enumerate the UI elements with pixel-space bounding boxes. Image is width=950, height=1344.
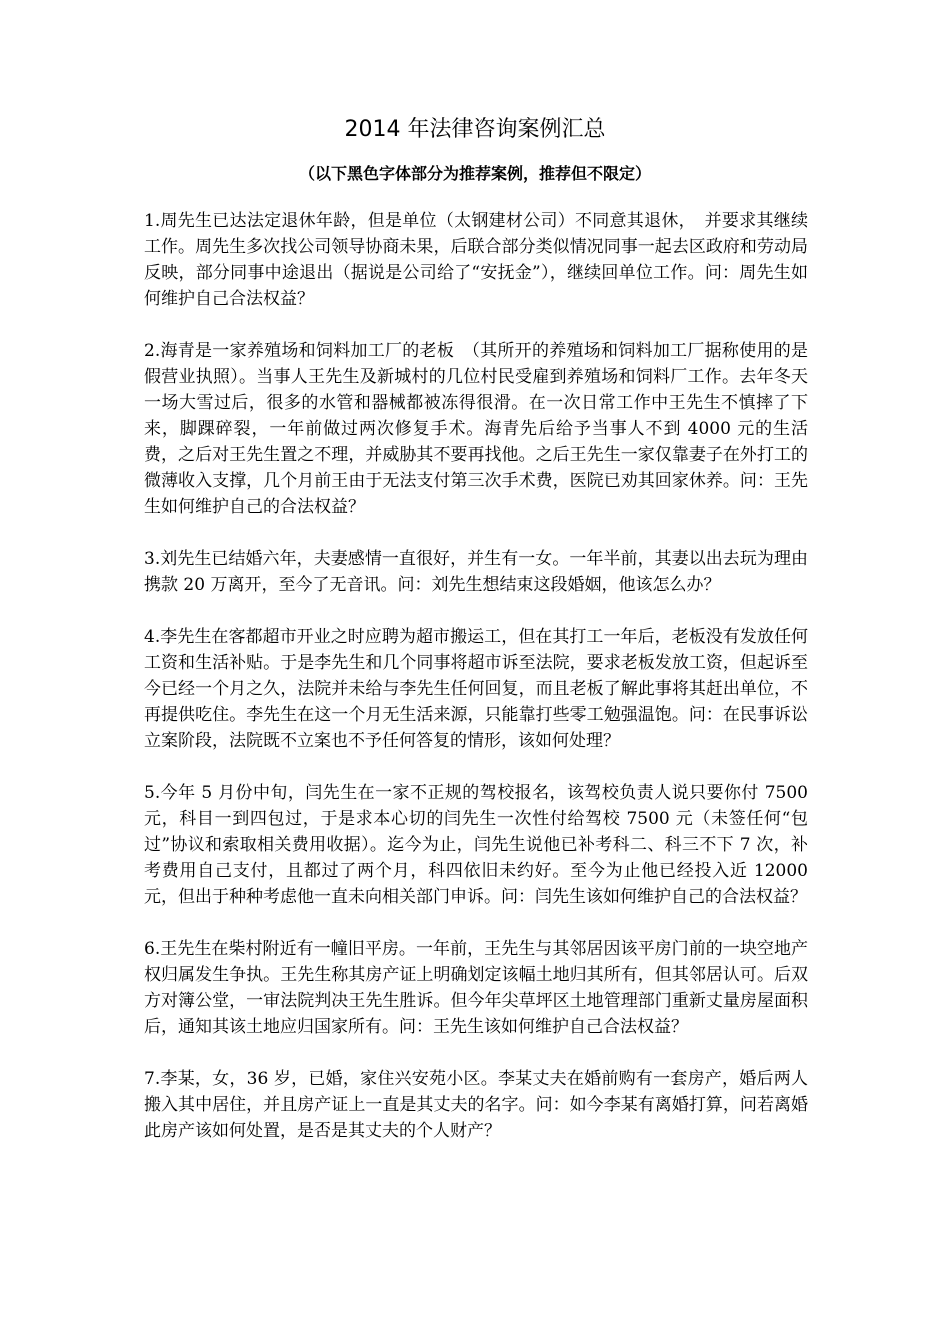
case-paragraph: 1.周先生已达法定退休年龄，但是单位（太钢建材公司）不同意其退休， 并要求其继续工作。周先生多次找公司领导协商未果，后联合部分类似情况同事一起去区政府和劳动局反映，部分同事中途退出（据说是公司给了“安抚金”），继续回单位工作。问：周先生如何维护自己合法权益？: [144, 211, 808, 309]
case-paragraph: 4.李先生在客都超市开业之时应聘为超市搬运工，但在其打工一年后，老板没有发放任何工资和生活补贴。于是李先生和几个同事将超市诉至法院，要求老板发放工资，但起诉至今已经一个月之久，法院并未给与李先生任何回复，而且老板了解此事将其赶出单位，不再提供吃住。李先生在这一个月无生活来源，只能靠打些零工勉强温饱。问：在民事诉讼立案阶段，法院既不立案也不予任何答复的情形，该如何处理？: [144, 627, 808, 751]
case-paragraph: 2.海青是一家养殖场和饲料加工厂的老板 （其所开的养殖场和饲料加工厂据称使用的是假营业执照）。当事人王先生及新城村的几位村民受雇到养殖场和饲料厂工作。去年冬天一场大雪过后，很多的水管和器械都被冻得很滑。在一次日常工作中王先生不慎摔了下来，脚踝碎裂，一年前做过两次修复手术。海青先后给予当事人不到 4000 元的生活费，之后对王先生置之不理，并威胁其不要再找他。之后王先生一家仅靠妻子在外打工的微薄收入支撑，几个月前王由于无法支付第三次手术费，医院已劝其回家休养。问：王先生如何维护自己的合法权益？: [144, 341, 808, 517]
document-title: 2014 年法律咨询案例汇总: [344, 117, 606, 142]
document-subtitle: （以下黑色字体部分为推荐案例，推荐但不限定）: [298, 164, 651, 183]
case-paragraph: 3.刘先生已结婚六年，夫妻感情一直很好，并生有一女。一年半前，其妻以出去玩为理由携款 20 万离开，至今了无音讯。问：刘先生想结束这段婚姻，他该怎么办？: [144, 549, 808, 595]
case-list: [144, 208, 808, 1170]
case-paragraph: 5.今年 5 月份中旬，闫先生在一家不正规的驾校报名，该驾校负责人说只要你付 7500 元，科目一到四包过，于是求本心切的闫先生一次性付给驾校 7500 元（未签任何“包过”协议和索取相关费用收据）。迄今为止，闫先生说他已补考科二、科三不下 7 次，补考费用自己支付，且都过了两个月，科四依旧未约好。至今为止他已经投入近 12000 元，但出于种种考虑他一直未向相关部门申诉。问：闫先生该如何维护自己的合法权益？: [144, 783, 808, 907]
case-paragraph: 6.王先生在柴村附近有一幢旧平房。一年前，王先生与其邻居因该平房门前的一块空地产权归属发生争执。王先生称其房产证上明确划定该幅土地归其所有，但其邻居认可。后双方对簿公堂，一审法院判决王先生胜诉。但今年尖草坪区土地管理部门重新丈量房屋面积后，通知其该土地应归国家所有。问：王先生该如何维护自己合法权益？: [144, 939, 808, 1037]
case-paragraph: 7.李某，女，36 岁，已婚，家住兴安苑小区。李某丈夫在婚前购有一套房产，婚后两人搬入其中居住，并且房产证上一直是其丈夫的名字。问：如今李某有离婚打算，问若离婚此房产该如何处置，是否是其丈夫的个人财产？: [144, 1069, 808, 1141]
